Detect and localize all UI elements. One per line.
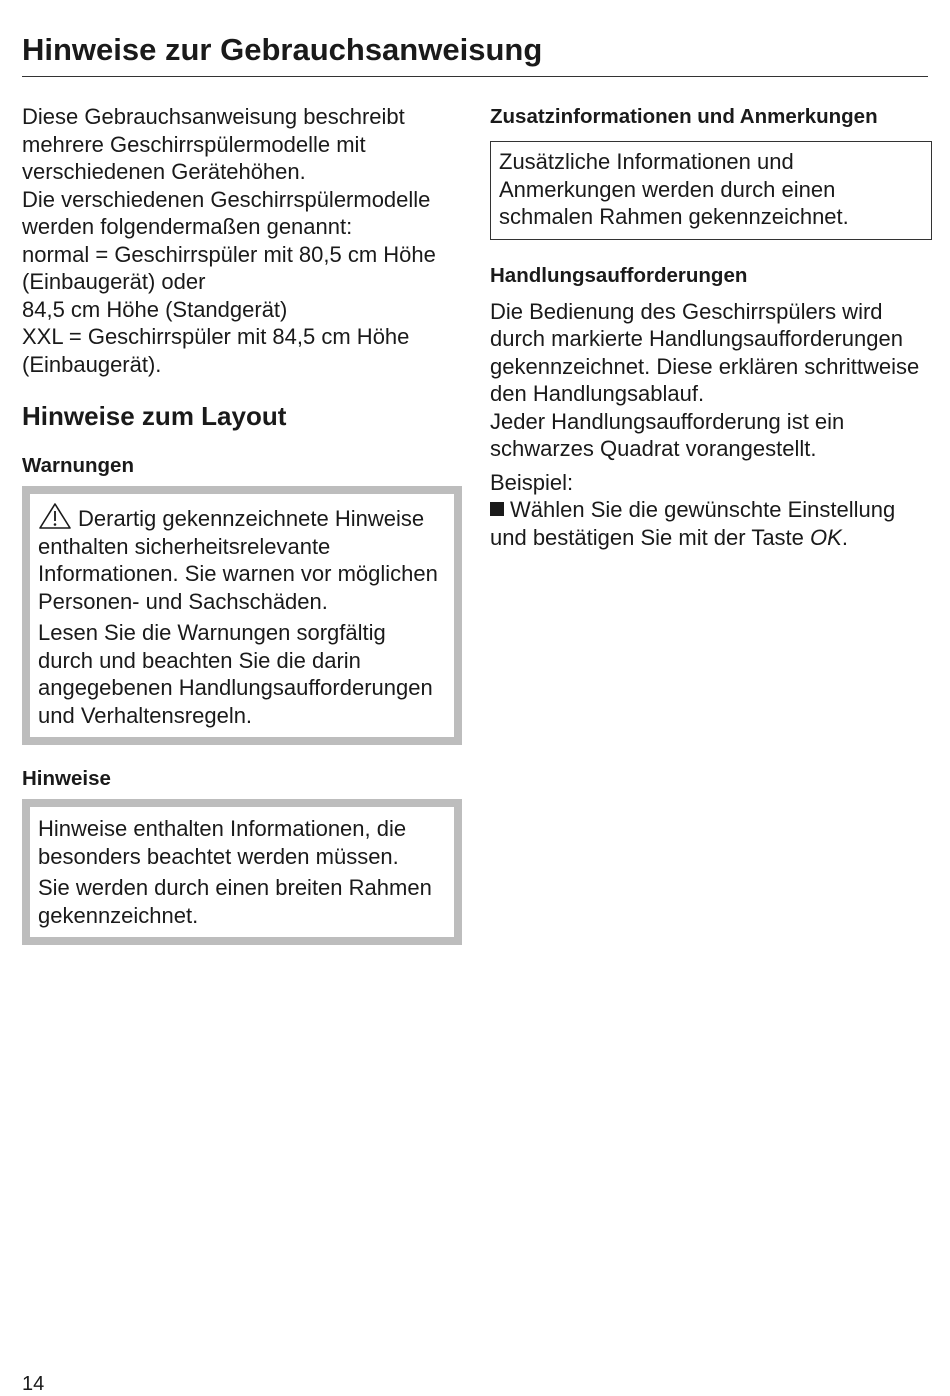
actions-text-1 — [490, 298, 932, 463]
additional-info-heading: Zusatzinformationen und Anmerkungen — [490, 105, 878, 128]
note-box — [22, 799, 462, 945]
intro-line: normal = Geschirrspüler mit 80,5 cm Höhe (Einbaugerät) oder — [22, 241, 436, 294]
black-square-icon — [490, 502, 504, 516]
additional-info-text: Zusätzliche Informationen und Anmerkungen werden durch einen schmalen Rahmen gekennzeichnet. — [499, 149, 849, 229]
intro-line: 84,5 cm Höhe (Standgerät) — [22, 296, 288, 322]
note-text-1: Hinweise enthalten Informationen, die besonders beachtet werden müssen. — [38, 816, 407, 869]
example-end: . — [841, 524, 848, 550]
warning-box — [22, 486, 462, 745]
example-action — [490, 496, 932, 551]
warning-triangle-icon — [38, 502, 72, 530]
warning-text-2: Lesen Sie die Warnungen sorgfältig durch und beachten Sie die darin angegebenen Handlungsaufforderungen und Verhaltensregeln. — [38, 620, 433, 728]
note-text-2: Sie werden durch einen breiten Rahmen gekennzeichnet. — [38, 875, 432, 928]
left-column — [22, 103, 464, 945]
warning-text — [38, 502, 446, 615]
right-column — [490, 103, 932, 551]
section-heading-layout: Hinweise zum Layout — [22, 401, 287, 431]
example-label: Beispiel: — [490, 469, 574, 495]
title-divider — [22, 76, 928, 77]
page-number: 14 — [22, 1373, 45, 1395]
intro-line: XXL = Geschirrspüler mit 84,5 cm Höhe (Einbaugerät). — [22, 324, 410, 377]
warnings-heading: Warnungen — [22, 454, 134, 477]
page-title: Hinweise zur Gebrauchsanweisung — [22, 32, 543, 67]
intro-line: Die verschiedenen Geschirrspülermodelle werden folgendermaßen genannt: — [22, 186, 431, 239]
additional-info-box — [490, 141, 932, 240]
actions-text-1-content: Die Bedienung des Geschirrspülers wird durch markierte Handlungsaufforderungen gekennzeichnet. Diese erklären schrittweise den Handlungsablauf. — [490, 298, 920, 406]
intro-line: Diese Gebrauchsanweisung beschreibt mehrere Geschirrspülermodelle mit verschiedenen Gerätehöhen. — [22, 104, 405, 184]
warning-text-1: Derartig gekennzeichnete Hinweise enthalten sicherheitsrelevante Informationen. Sie warnen vor möglichen Personen- und Sachschäden. — [38, 506, 438, 614]
intro-paragraph — [22, 103, 464, 378]
actions-text-2: Jeder Handlungsaufforderung ist ein schwarzes Quadrat vorangestellt. — [490, 408, 845, 461]
actions-heading: Handlungsaufforderungen — [490, 263, 748, 287]
example-key: OK — [810, 524, 842, 550]
notes-heading: Hinweise — [22, 767, 111, 790]
example-text: Wählen Sie die gewünschte Einstellung und bestätigen Sie mit der Taste — [490, 497, 896, 550]
